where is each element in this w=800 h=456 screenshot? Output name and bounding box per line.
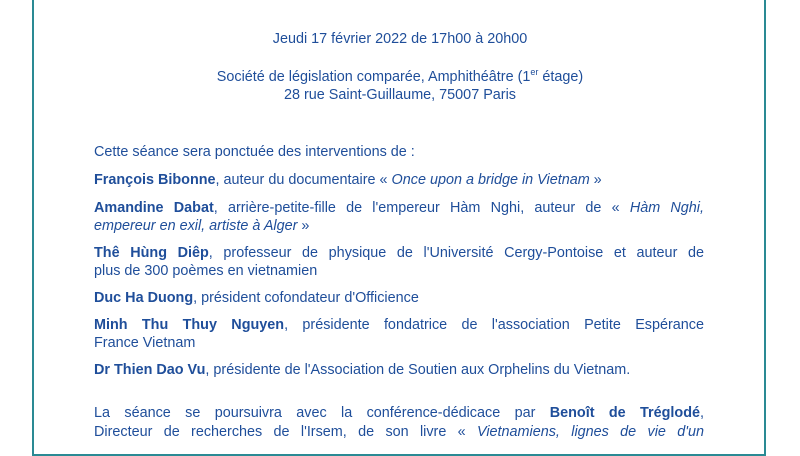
venue-superscript: er — [530, 67, 539, 77]
closing-line-2 — [94, 424, 704, 440]
book-title: Vietnamiens, lignes de vie d'un — [477, 424, 704, 440]
speaker-1 — [94, 172, 602, 188]
speaker-6 — [94, 362, 630, 378]
speaker-tail: » — [297, 218, 310, 234]
speaker-5 — [94, 317, 704, 333]
author-name: Benoît de Tréglodé — [549, 405, 701, 421]
speaker-desc: , présidente de l'Association de Soutien aux Orphelins du Vietnam. — [205, 362, 631, 378]
closing-line-1 — [94, 405, 704, 421]
speaker-italic: Hàm Nghi, — [629, 200, 705, 216]
speaker-name: Thê Hùng Diêp — [94, 245, 209, 261]
event-date: Jeudi 17 février 2022 de 17h00 à 20h00 — [272, 31, 528, 47]
speaker-desc: , président cofondateur d'Officience — [193, 290, 419, 306]
speaker-2 — [94, 200, 704, 216]
speaker-name: Duc Ha Duong — [94, 290, 194, 306]
speaker-desc: , présidente fondatrice de l'association Petite Espérance — [284, 317, 704, 333]
venue-text: Société de législation comparée, Amphithéâtre (1 — [216, 69, 531, 85]
speaker-tail: » — [589, 172, 602, 188]
speaker-italic: Once upon a bridge in Vietnam — [391, 172, 590, 188]
speaker-desc: , auteur du documentaire « — [215, 172, 392, 188]
speaker-italic: empereur en exil, artiste à Alger — [94, 218, 298, 234]
closing-comma: , — [700, 405, 705, 421]
speaker-desc: , arrière-petite-fille de l'empereur Hàm Nghi, auteur de « — [213, 200, 630, 216]
closing-text: La séance se poursuivra avec la conférence-dédicace par — [94, 405, 550, 421]
speaker-2-cont — [94, 218, 309, 234]
venue-text-end: étage) — [538, 69, 584, 85]
event-address: 28 rue Saint-Guillaume, 75007 Paris — [284, 87, 516, 103]
speaker-name: François Bibonne — [94, 172, 216, 188]
speaker-4 — [94, 290, 419, 306]
event-venue — [0, 67, 800, 85]
speaker-desc: , professeur de physique de l'Université Cergy-Pontoise et auteur de — [208, 245, 704, 261]
intro-text: Cette séance sera ponctuée des interventions de : — [94, 144, 415, 160]
speaker-name: Amandine Dabat — [94, 200, 214, 216]
speaker-name: Dr Thien Dao Vu — [94, 362, 206, 378]
speaker-5-cont: France Vietnam — [94, 335, 196, 351]
closing-text: Directeur de recherches de l'Irsem, de son livre « — [94, 424, 477, 440]
speaker-name: Minh Thu Thuy Nguyen — [94, 317, 285, 333]
speaker-3-cont: plus de 300 poèmes en vietnamien — [94, 263, 318, 279]
speaker-3 — [94, 245, 704, 261]
